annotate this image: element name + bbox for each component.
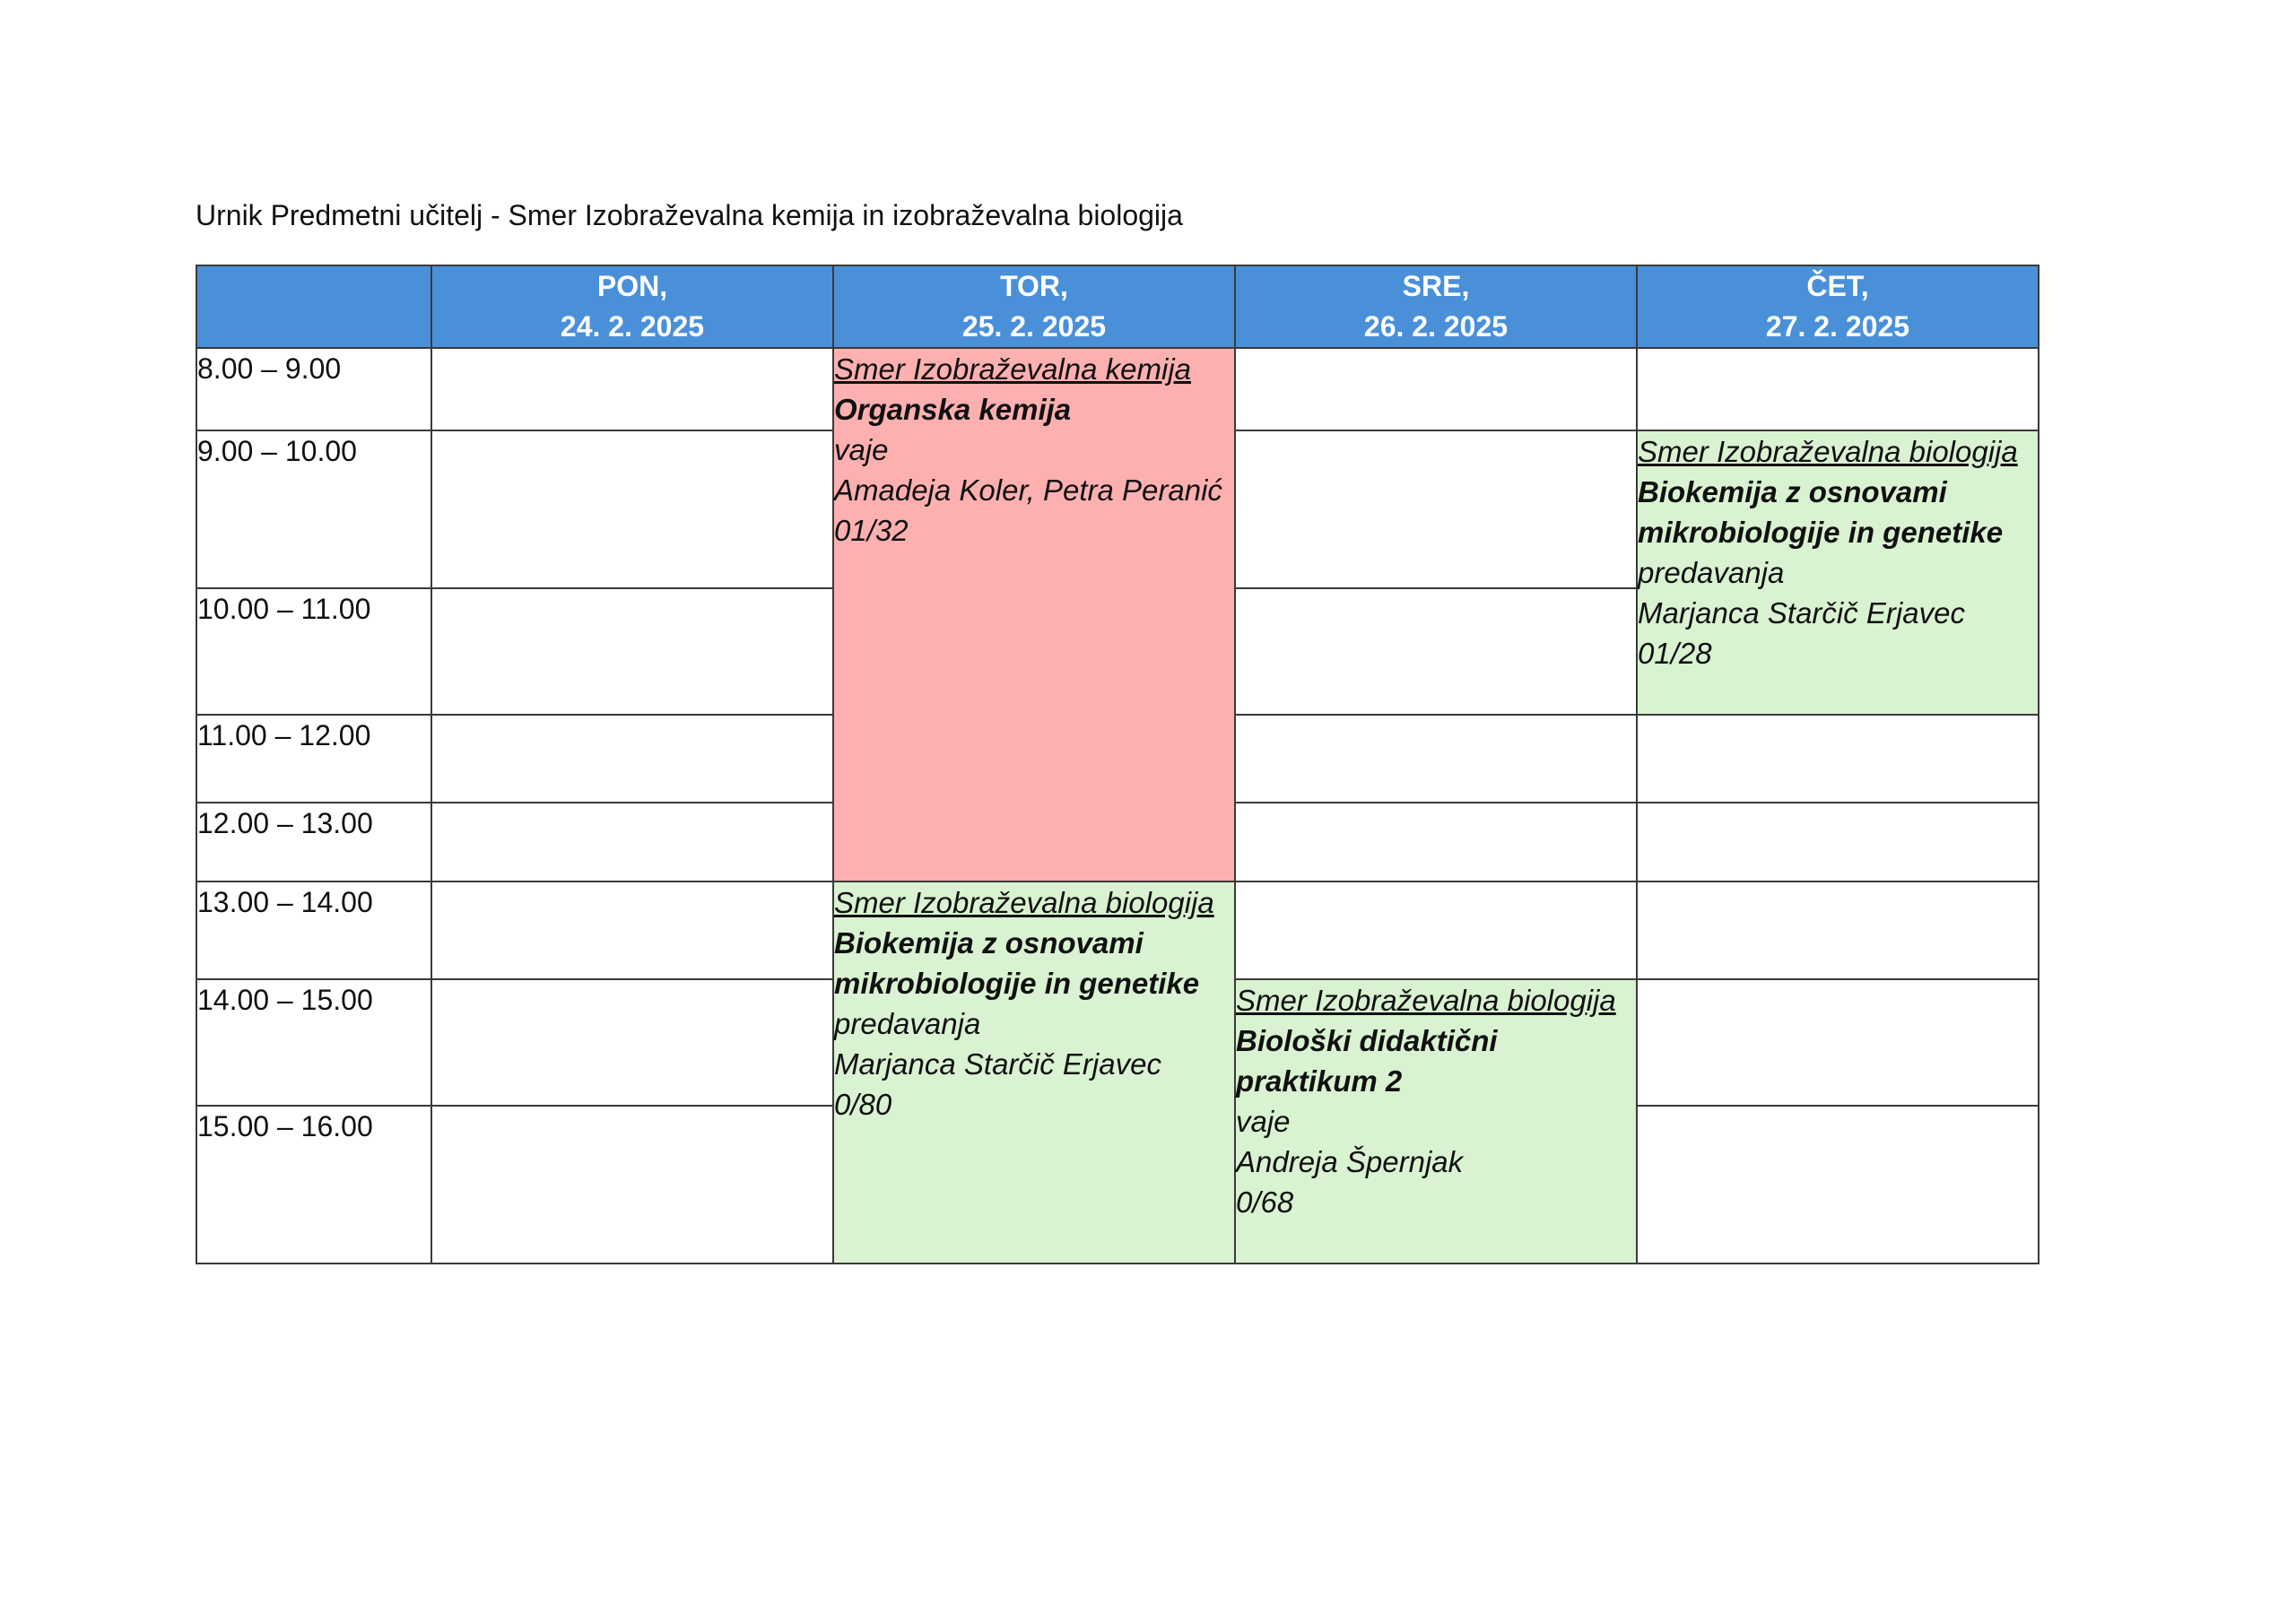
header-corner [196, 265, 431, 348]
header-day-cet [1637, 265, 2039, 348]
day-date: 26. 2. 2025 [1363, 310, 1509, 343]
event-teacher: Andreja Špernjak [1236, 1145, 1464, 1178]
event-biokemija-cet [1637, 430, 2039, 715]
event-room: 01/28 [1638, 637, 1712, 670]
empty-cell [431, 430, 833, 588]
day-name: TOR, [1000, 270, 1068, 302]
time-slot: 8.00 – 9.00 [196, 348, 431, 430]
event-room: 0/68 [1236, 1185, 1294, 1219]
event-teacher: Marjanca Starčič Erjavec [1638, 596, 1965, 630]
empty-cell [1637, 1106, 2039, 1264]
event-course: Biokemija z osnovami mikrobiologije in genetike [834, 926, 1200, 1000]
time-slot: 9.00 – 10.00 [196, 430, 431, 588]
empty-cell [1637, 348, 2039, 430]
time-slot: 14.00 – 15.00 [196, 979, 431, 1106]
empty-cell [1637, 979, 2039, 1106]
empty-cell [1235, 430, 1637, 588]
event-type: vaje [834, 433, 889, 466]
header-day-pon [431, 265, 833, 348]
event-course: Organska kemija [834, 393, 1072, 426]
empty-cell [1637, 881, 2039, 979]
empty-cell [431, 348, 833, 430]
day-name: SRE, [1402, 270, 1470, 302]
time-slot: 10.00 – 11.00 [196, 588, 431, 715]
event-group: Smer Izobraževalna biologija [1638, 435, 2018, 468]
empty-cell [431, 979, 833, 1106]
empty-cell [1235, 803, 1637, 881]
header-day-tor [833, 265, 1235, 348]
day-date: 27. 2. 2025 [1765, 310, 1910, 343]
day-name: PON, [596, 270, 668, 302]
empty-cell [1235, 881, 1637, 979]
time-slot: 13.00 – 14.00 [196, 881, 431, 979]
time-slot: 15.00 – 16.00 [196, 1106, 431, 1264]
empty-cell [431, 588, 833, 715]
time-slot: 12.00 – 13.00 [196, 803, 431, 881]
event-teacher: Amadeja Koler, Petra Peranić [834, 473, 1222, 507]
event-bioloski-praktikum [1235, 979, 1637, 1264]
header-row [196, 265, 2039, 348]
event-type: predavanja [834, 1007, 981, 1040]
empty-cell [1637, 715, 2039, 803]
day-name: ČET, [1806, 270, 1869, 302]
event-room: 01/32 [834, 514, 909, 547]
time-row [196, 881, 2039, 979]
empty-cell [431, 715, 833, 803]
event-group: Smer Izobraževalna biologija [834, 886, 1214, 919]
event-course: Biokemija z osnovami mikrobiologije in genetike [1638, 475, 2004, 549]
event-organska-kemija [833, 348, 1235, 881]
event-biokemija-tor [833, 881, 1235, 1264]
event-course: Biološki didaktični praktikum 2 [1236, 1024, 1498, 1098]
event-type: predavanja [1638, 556, 1785, 589]
event-group: Smer Izobraževalna biologija [1236, 984, 1616, 1017]
time-slot: 11.00 – 12.00 [196, 715, 431, 803]
empty-cell [1235, 715, 1637, 803]
schedule-table [196, 265, 2039, 1264]
empty-cell [1235, 588, 1637, 715]
empty-cell [1637, 803, 2039, 881]
header-day-sre [1235, 265, 1637, 348]
empty-cell [431, 803, 833, 881]
time-row [196, 348, 2039, 430]
empty-cell [1235, 348, 1637, 430]
event-teacher: Marjanca Starčič Erjavec [834, 1047, 1161, 1081]
event-type: vaje [1236, 1105, 1291, 1138]
empty-cell [431, 1106, 833, 1264]
empty-cell [431, 881, 833, 979]
event-group: Smer Izobraževalna kemija [834, 352, 1191, 386]
page-title: Urnik Predmetni učitelj - Smer Izobraževalna kemija in izobraževalna biologija [196, 199, 1183, 231]
event-room: 0/80 [834, 1088, 892, 1121]
day-date: 24. 2. 2025 [560, 310, 705, 343]
day-date: 25. 2. 2025 [961, 310, 1107, 343]
